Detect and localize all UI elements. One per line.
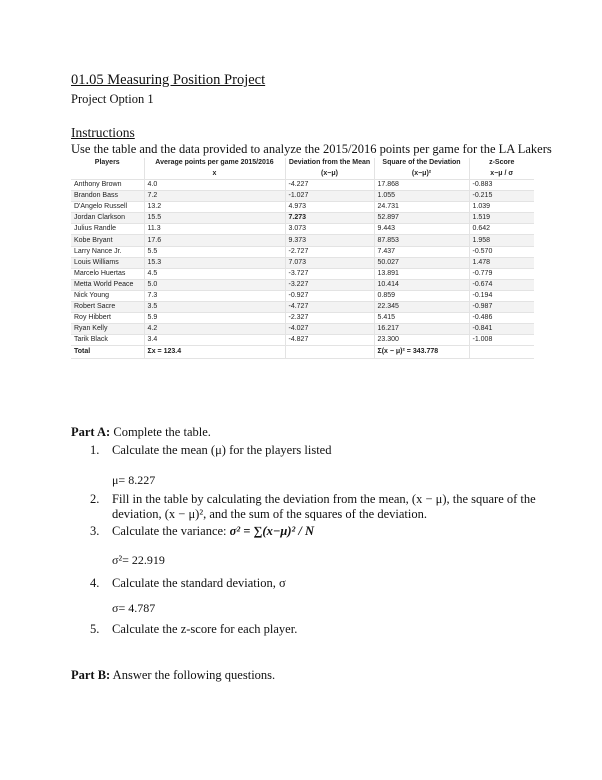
square-deviation-cell: 50.027: [374, 257, 469, 268]
deviation-cell: -4.227: [285, 180, 374, 191]
header-square-deviation: Square of the Deviation: [374, 158, 469, 169]
square-deviation-cell: 17.868: [374, 180, 469, 191]
player-name-cell: Tarik Black: [71, 335, 144, 346]
z-score-cell: 1.478: [469, 257, 534, 268]
item-number: 1.: [90, 443, 100, 457]
deviation-cell: -1.027: [285, 191, 374, 202]
points-cell: 5.0: [144, 279, 285, 290]
table-row: [71, 268, 534, 279]
points-cell: 15.3: [144, 257, 285, 268]
header-average-points: Average points per game 2015/2016: [144, 158, 285, 169]
subheader-x: x: [144, 169, 285, 180]
square-deviation-cell: 87.853: [374, 235, 469, 246]
table-row: [71, 180, 534, 191]
table-row: [71, 313, 534, 324]
player-name-cell: Larry Nance Jr.: [71, 246, 144, 257]
subheader-z: x−μ / σ: [469, 169, 534, 180]
deviation-cell: 7.273: [285, 213, 374, 224]
points-cell: 5.9: [144, 313, 285, 324]
player-name-cell: D'Angelo Russell: [71, 202, 144, 213]
player-name-cell: Metta World Peace: [71, 279, 144, 290]
player-name-cell: Nick Young: [71, 290, 144, 301]
points-cell: 11.3: [144, 224, 285, 235]
deviation-cell: -2.727: [285, 246, 374, 257]
item-text: Calculate the z-score for each player.: [112, 622, 298, 636]
deviation-cell: -3.227: [285, 279, 374, 290]
total-label: Total: [71, 346, 144, 359]
header-z-score: z-Score: [489, 159, 515, 167]
table-row: [71, 279, 534, 290]
table-row: [71, 246, 534, 257]
subheader-deviation: (x−μ): [285, 169, 374, 180]
table-row: [71, 257, 534, 268]
table-row: [71, 324, 534, 335]
lakers-data-table: [71, 158, 534, 359]
deviation-cell: 4.973: [285, 202, 374, 213]
z-score-cell: -0.486: [469, 313, 534, 324]
sum-squares: Σ(x − μ)² = 343.778: [374, 346, 469, 359]
points-cell: 3.4: [144, 335, 285, 346]
total-empty: [285, 346, 374, 359]
player-name-cell: Jordan Clarkson: [71, 213, 144, 224]
part-b-label: Part B:: [71, 668, 111, 682]
z-score-cell: 1.039: [469, 202, 534, 213]
player-name-cell: Kobe Bryant: [71, 235, 144, 246]
deviation-cell: 7.073: [285, 257, 374, 268]
deviation-cell: -0.927: [285, 290, 374, 301]
document-title: 01.05 Measuring Position Project: [71, 72, 266, 88]
variance-prompt: Calculate the variance:: [112, 524, 230, 538]
table-row: [71, 302, 534, 313]
header-deviation: Deviation from the Mean: [285, 158, 374, 169]
z-score-cell: -0.987: [469, 302, 534, 313]
player-name-cell: Ryan Kelly: [71, 324, 144, 335]
points-cell: 17.6: [144, 235, 285, 246]
points-cell: 15.5: [144, 213, 285, 224]
points-cell: 4.0: [144, 180, 285, 191]
square-deviation-cell: 9.443: [374, 224, 469, 235]
table-row: [71, 290, 534, 301]
subheader-players: [71, 169, 144, 180]
instructions-text: Use the table and the data provided to analyze the 2015/2016 points per game for the LA Lakers: [71, 142, 552, 156]
variance-formula: σ² = ∑(x−μ)² / N: [229, 524, 315, 538]
square-deviation-cell: 52.897: [374, 213, 469, 224]
table-row: [71, 335, 534, 346]
table-total-row: [71, 346, 534, 359]
mean-answer: μ= 8.227: [112, 473, 156, 487]
square-deviation-cell: 7.437: [374, 246, 469, 257]
points-cell: 4.2: [144, 324, 285, 335]
square-deviation-cell: 5.415: [374, 313, 469, 324]
z-score-cell: -0.194: [469, 290, 534, 301]
points-cell: 13.2: [144, 202, 285, 213]
total-empty-z: [469, 346, 534, 359]
z-score-cell: -0.779: [469, 268, 534, 279]
z-score-cell: -0.883: [469, 180, 534, 191]
table-row: [71, 224, 534, 235]
header-players: Players: [71, 158, 144, 169]
player-name-cell: Robert Sacre: [71, 302, 144, 313]
item-text: Calculate the standard deviation, σ: [112, 576, 286, 590]
instructions-heading: Instructions: [71, 125, 135, 140]
item-text: Calculate the mean (μ) for the players listed: [112, 443, 332, 457]
square-deviation-cell: 10.414: [374, 279, 469, 290]
player-name-cell: Brandon Bass: [71, 191, 144, 202]
z-score-cell: 0.642: [469, 224, 534, 235]
part-b-heading: [71, 668, 275, 683]
square-deviation-cell: 24.731: [374, 202, 469, 213]
table-row: [71, 202, 534, 213]
square-deviation-cell: 1.055: [374, 191, 469, 202]
part-b-text: Answer the following questions.: [112, 668, 276, 682]
deviation-cell: 9.373: [285, 235, 374, 246]
square-deviation-cell: 0.859: [374, 290, 469, 301]
square-deviation-cell: 22.345: [374, 302, 469, 313]
square-deviation-cell: 13.891: [374, 268, 469, 279]
player-name-cell: Roy Hibbert: [71, 313, 144, 324]
player-name-cell: Louis Williams: [71, 257, 144, 268]
item-number: 3.: [90, 524, 100, 538]
table-row: [71, 191, 534, 202]
subheader-square: (x−μ)²: [374, 169, 469, 180]
deviation-cell: -4.827: [285, 335, 374, 346]
part-a-heading: [71, 425, 211, 440]
item-number: 5.: [90, 622, 100, 636]
project-option: Project Option 1: [71, 92, 154, 106]
square-deviation-cell: 23.300: [374, 335, 469, 346]
table-header-row: [71, 158, 534, 169]
item-number: 4.: [90, 576, 100, 590]
z-score-cell: -0.841: [469, 324, 534, 335]
deviation-cell: -4.727: [285, 302, 374, 313]
z-score-cell: -0.215: [469, 191, 534, 202]
points-cell: 4.5: [144, 268, 285, 279]
item-text: [112, 524, 542, 539]
deviation-cell: -2.327: [285, 313, 374, 324]
player-name-cell: Anthony Brown: [71, 180, 144, 191]
part-a-text: Complete the table.: [113, 425, 211, 439]
player-name-cell: Marcelo Huertas: [71, 268, 144, 279]
z-score-cell: -1.008: [469, 335, 534, 346]
variance-answer: σ²= 22.919: [112, 553, 165, 567]
deviation-cell: -3.727: [285, 268, 374, 279]
points-cell: 5.5: [144, 246, 285, 257]
player-name-cell: Julius Randle: [71, 224, 144, 235]
std-dev-answer: σ= 4.787: [112, 601, 156, 615]
z-score-cell: -0.570: [469, 246, 534, 257]
table-row: [71, 235, 534, 246]
item-text: Fill in the table by calculating the deviation from the mean, (x − μ), the square of the deviation, (x − μ)², and the sum of the squares of the deviation.: [112, 492, 536, 521]
z-score-cell: -0.674: [469, 279, 534, 290]
table-subheader-row: [71, 169, 534, 180]
z-score-cell: 1.519: [469, 213, 534, 224]
deviation-cell: -4.027: [285, 324, 374, 335]
sum-x: Σx = 123.4: [144, 346, 285, 359]
points-cell: 7.3: [144, 290, 285, 301]
points-cell: 7.2: [144, 191, 285, 202]
points-cell: 3.5: [144, 302, 285, 313]
z-score-cell: 1.958: [469, 235, 534, 246]
item-number: 2.: [90, 492, 100, 506]
table-row: [71, 213, 534, 224]
deviation-cell: 3.073: [285, 224, 374, 235]
square-deviation-cell: 16.217: [374, 324, 469, 335]
part-a-label: Part A:: [71, 425, 111, 439]
